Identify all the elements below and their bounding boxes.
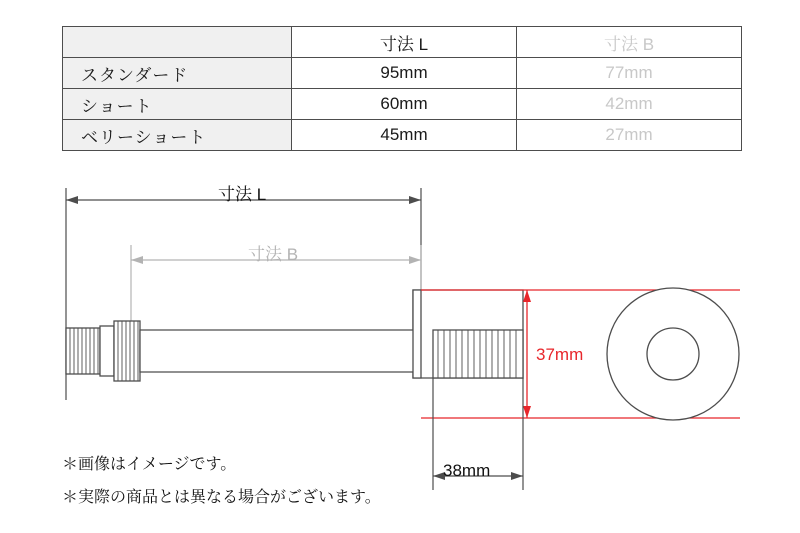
row-label-short: ショート: [63, 89, 292, 120]
dimension-label-height: 37mm: [536, 345, 584, 364]
note-image-disclaimer: ＊画像はイメージです。: [62, 456, 237, 473]
header-cell-blank: [63, 27, 292, 58]
dimension-label-l: 寸法 L: [218, 185, 267, 204]
cell-standard-l: 95mm: [292, 58, 517, 89]
end-view-ring: [607, 288, 739, 420]
cell-very-short-b: 27mm: [517, 120, 742, 151]
cell-standard-b: 77mm: [517, 58, 742, 89]
cell-very-short-l: 45mm: [292, 120, 517, 151]
dimension-label-b: 寸法 B: [248, 245, 299, 264]
cell-short-b: 42mm: [517, 89, 742, 120]
dimension-label-width: 38mm: [443, 461, 491, 480]
table-row: [63, 89, 742, 120]
cell-short-l: 60mm: [292, 89, 517, 120]
technical-drawing: [0, 160, 800, 533]
row-label-standard: スタンダード: [63, 58, 292, 89]
note-product-difference: ＊実際の商品とは異なる場合がございます。: [62, 489, 381, 506]
table-header: [63, 27, 742, 58]
bolt-outline: [66, 290, 523, 381]
spec-table: [62, 26, 742, 151]
table-body: [63, 58, 742, 151]
table-header-row: [63, 27, 742, 58]
table-row: [63, 120, 742, 151]
table-row: [63, 58, 742, 89]
header-cell-dimension-b: 寸法 B: [517, 27, 742, 58]
header-cell-dimension-l: 寸法 L: [292, 27, 517, 58]
row-label-very-short: ベリーショート: [63, 120, 292, 151]
